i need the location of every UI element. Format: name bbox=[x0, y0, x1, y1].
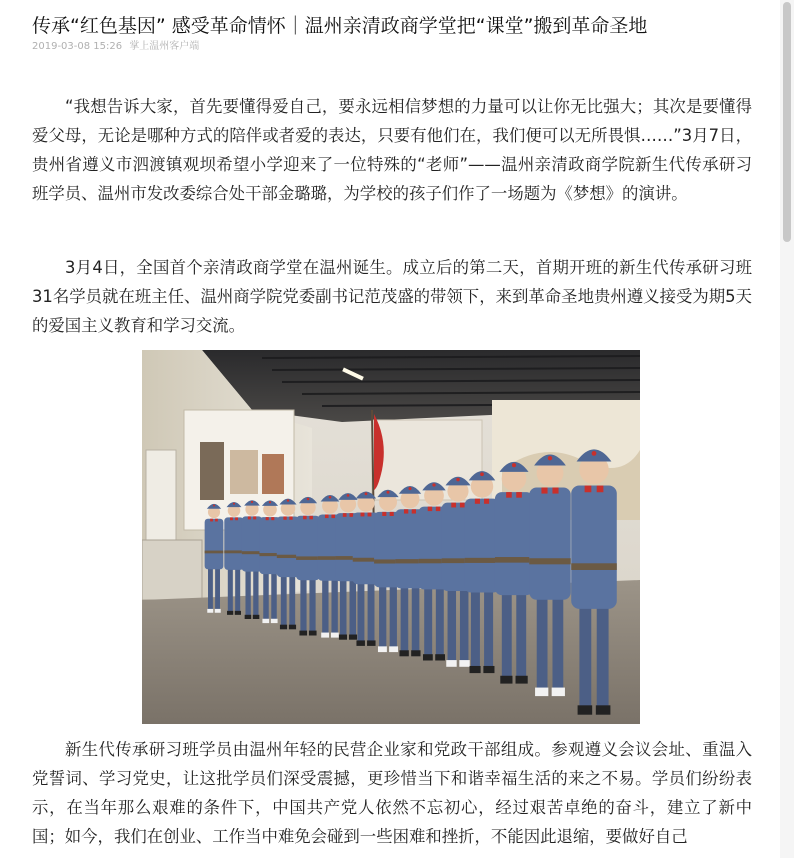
display-case bbox=[146, 450, 176, 540]
article-photo bbox=[142, 350, 640, 724]
paragraph-3: 新生代传承研习班学员由温州年轻的民营企业家和党政干部组成。参观遵义会议会址、重温入党誓词、学习党史，让这批学员们深受震撼，更珍惜当下和谐幸福生活的来之不易。学员们纷纷表示，在当年那么艰难的条件下，中国共产党人依然不忘初心，经过艰苦卓绝的奋斗，建立了新中国；如今，我们在创业、工作当中难免会碰到一些困难和挫折，不能因此退缩，要做好自己 bbox=[32, 740, 752, 846]
article-title: 传承“红色基因” 感受革命情怀｜温州亲清政商学堂把“课堂”搬到革命圣地 bbox=[32, 15, 648, 37]
article-source: 掌上温州客户端 bbox=[129, 41, 200, 52]
exhibit-table bbox=[142, 540, 202, 600]
paragraph-1: “我想告诉大家，首先要懂得爱自己，要永远相信梦想的力量可以让你无比强大；其次是要懂得爱父母，无论是哪种方式的陪伴或者爱的表达，只要有他们在，我们便可以无所畏惧……”3月7日，贵州省遵义市泗渡镇观坝希望小学迎来了一位特殊的“老师”——温州亲清政商学院新生代传承研习班学员、温州市发改委综合处干部金璐璐，为学校的孩子们作了一场题为《梦想》的演讲。 bbox=[32, 97, 752, 203]
exhibit-photo-3 bbox=[262, 454, 284, 494]
article-meta bbox=[32, 40, 199, 54]
photo-illustration bbox=[142, 350, 640, 724]
exhibit-photo-1 bbox=[200, 442, 224, 500]
scrollbar-thumb[interactable] bbox=[783, 2, 791, 242]
publish-date: 2019-03-08 15:26 bbox=[32, 41, 123, 52]
scrollbar[interactable] bbox=[780, 0, 794, 858]
exhibit-photo-2 bbox=[230, 450, 258, 494]
paragraph-2: 3月4日，全国首个亲清政商学堂在温州诞生。成立后的第二天，首期开班的新生代传承研习班31名学员就在班主任、温州商学院党委副书记范茂盛的带领下，来到革命圣地贵州遵义接受为期5天的爱国主义教育和学习交流。 bbox=[32, 258, 752, 335]
